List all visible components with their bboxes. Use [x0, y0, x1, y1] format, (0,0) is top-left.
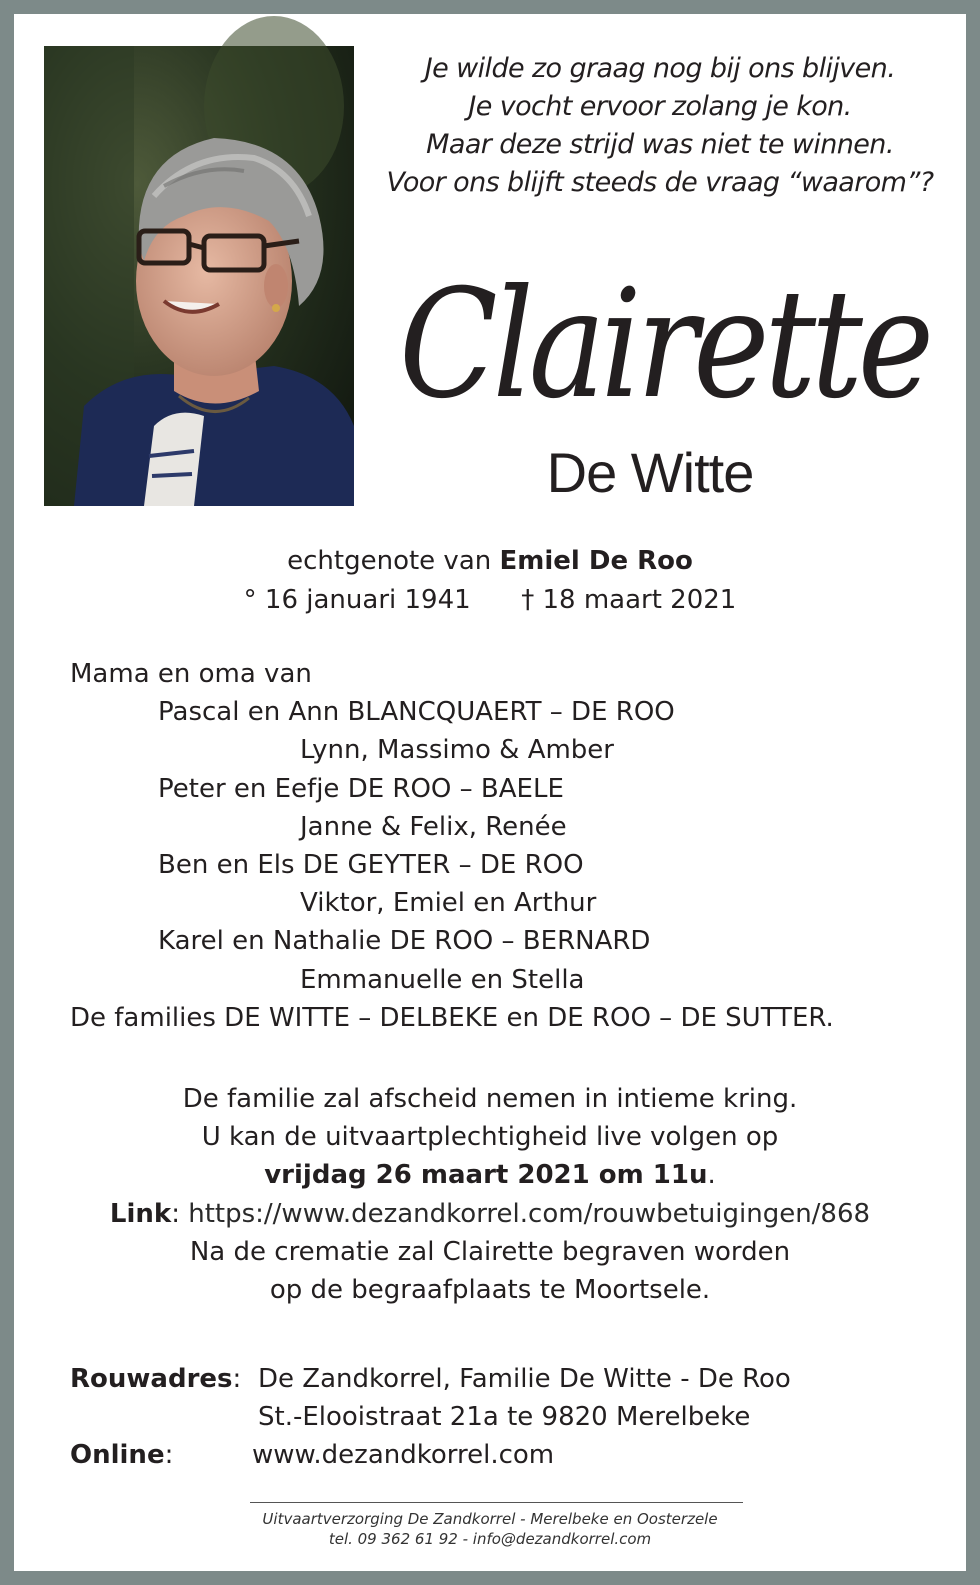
online-label: Online [70, 1440, 165, 1471]
death-date: † 18 maart 2021 [521, 585, 737, 615]
family-line: Lynn, Massimo & Amber [300, 735, 614, 766]
address-line: St.-Elooistraat 21a te 9820 Merelbeke [258, 1402, 751, 1433]
first-name-script [395, 258, 935, 448]
link-label: Link [109, 1198, 172, 1229]
farewell-line: U kan de uitvaartplechtigheid live volgen op [201, 1122, 779, 1153]
poem [380, 50, 940, 202]
family-line: Janne & Felix, Renée [300, 811, 567, 842]
surname: De Witte [546, 441, 754, 504]
birth-date: ° 16 januari 1941 [243, 585, 471, 615]
family-line: Peter en Eefje DE ROO – BAELE [158, 773, 564, 804]
family-line: Karel en Nathalie DE ROO – BERNARD [158, 926, 651, 957]
footer-company: Uitvaartverzorging De Zandkorrel - Merelbeke en Oosterzele [262, 1510, 718, 1528]
portrait-photo [44, 46, 354, 506]
poem-line: Je vocht ervoor zolang je kon. [468, 91, 852, 122]
family-line: Ben en Els DE GEYTER – DE ROO [158, 850, 584, 881]
family-line: Pascal en Ann BLANCQUAERT – DE ROO [158, 697, 675, 728]
livestream-link[interactable]: https://www.dezandkorrel.com/rouwbetuigingen/868 [188, 1198, 871, 1229]
poem-line: Maar deze strijd was niet te winnen. [426, 129, 894, 160]
footer-contact: tel. 09 362 61 92 - info@dezandkorrel.com [328, 1530, 652, 1548]
family-intro: Mama en oma van [70, 659, 312, 689]
farewell-line: op de begraafplaats te Moortsele. [269, 1275, 711, 1306]
spouse-line [0, 546, 980, 576]
ceremony-date: vrijdag 26 maart 2021 om 11u [264, 1160, 708, 1191]
family-line: Emmanuelle en Stella [300, 964, 585, 995]
family-closing: De families DE WITTE – DELBEKE en DE ROO – DE SUTTER. [70, 1002, 834, 1033]
poem-line: Je wilde zo graag nog bij ons blijven. [424, 53, 896, 84]
family-list [70, 655, 834, 1037]
footer-divider [250, 1502, 743, 1503]
spouse-name: Emiel De Roo [499, 546, 693, 576]
address-line: De Zandkorrel, Familie De Witte - De Roo [258, 1364, 791, 1394]
online-link[interactable]: www.dezandkorrel.com [252, 1440, 555, 1471]
farewell-line: De familie zal afscheid nemen in intieme kring. [182, 1084, 798, 1114]
dates-line [0, 585, 980, 615]
farewell-line: Na de crematie zal Clairette begraven worden [189, 1236, 791, 1267]
family-line: Viktor, Emiel en Arthur [300, 888, 597, 919]
address-label: Rouwadres [70, 1364, 233, 1394]
farewell-block [0, 1080, 980, 1309]
poem-line: Voor ons blijft steeds de vraag “waarom”? [386, 167, 934, 198]
livestream-link-line: Link: https://www.dezandkorrel.com/rouwbetuigingen/868 [109, 1198, 871, 1229]
spouse-prefix: echtgenote van [287, 546, 492, 576]
ceremony-date-line: vrijdag 26 maart 2021 om 11u. [264, 1160, 716, 1191]
first-name: Clairette [399, 258, 930, 432]
